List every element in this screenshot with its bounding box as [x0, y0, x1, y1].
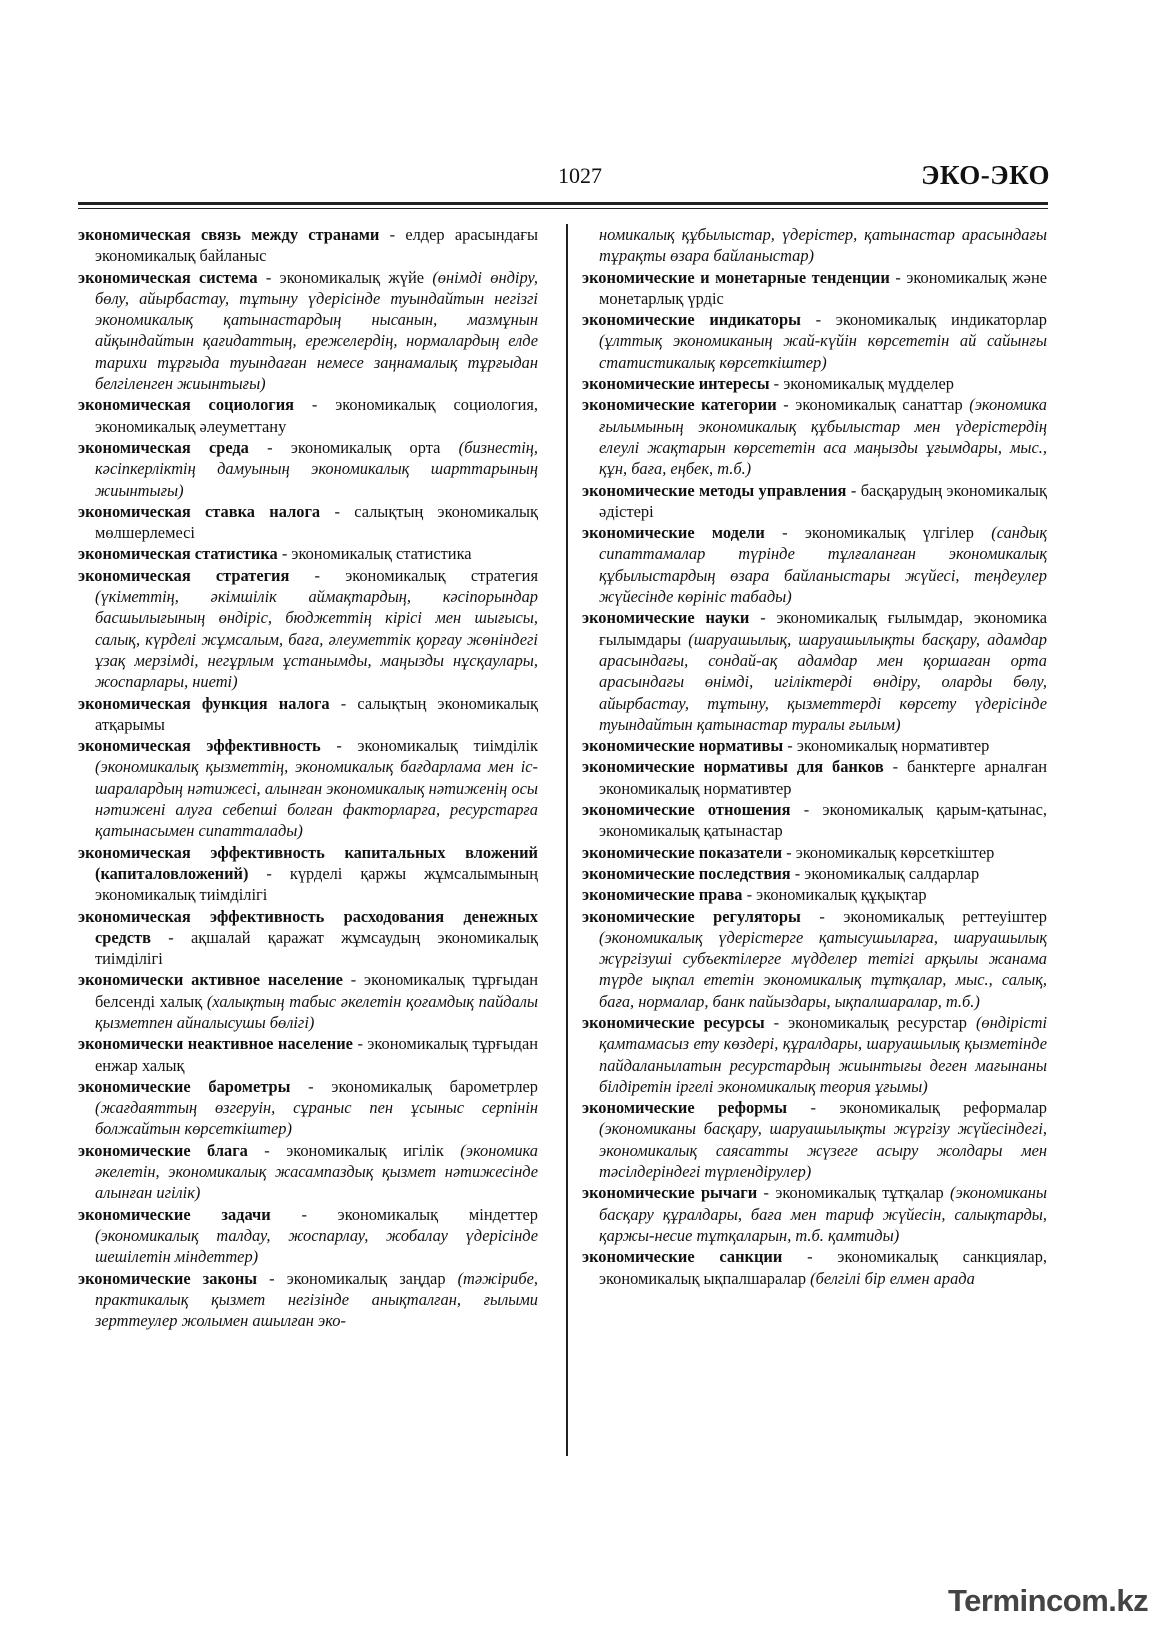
dictionary-entry	[582, 373, 1047, 394]
entry-definition: (өндірісті қамтамасыз ету көздері, құралдары, шаруашылық қызметінде пайдаланылатын ресурстардың жиынтығы деген мағынаны білдіретін іргелі экономикалық теория ұғымы)	[599, 1012, 1047, 1096]
column-divider	[566, 224, 568, 1456]
dictionary-entry	[78, 267, 538, 395]
entry-term: экономические интересы	[582, 374, 770, 394]
header-rule-thin	[78, 208, 1048, 209]
dictionary-entry	[582, 1097, 1047, 1182]
dictionary-entry	[582, 607, 1047, 735]
entry-translation: - экономикалық стратегия	[289, 565, 538, 585]
entry-definition: (жағдаяттың өзгеруін, сұраныс пен ұсыныс серпінін болжайтын көрсеткіштер)	[95, 1098, 538, 1139]
entry-term: экономические санкции	[582, 1247, 783, 1267]
entry-term: экономические рычаги	[582, 1183, 758, 1203]
dictionary-entry	[78, 394, 538, 437]
dictionary-entry	[78, 1204, 538, 1268]
entry-translation: - экономикалық жүйе	[257, 267, 433, 287]
entry-term: экономическая социология	[78, 395, 295, 415]
entry-definition: (өнімді өндіру, бөлу, айырбастау, тұтыну үдерісінде туындайтын негізгі экономикалық қатынастардың нысанын, мазмұнын айқындайтын қағидаттың, ережелердің, нормалардың елде тарихи тұрғыда туындаған немесе заңнамалық тұрғыдан белгіленген жиынтығы)	[95, 267, 538, 394]
dictionary-entry	[582, 480, 1047, 523]
entry-definition: (экономика ғылымының экономикалық құбылыстар мен үдерістердің елеулі жақтарын көрсететін аса маңызды ұғымдары, мыс., құн, баға, еңбек, т.б.)	[599, 395, 1047, 479]
entry-term: экономические блага	[78, 1140, 248, 1160]
entry-translation: - экономикалық мүдделер	[769, 374, 954, 394]
entry-term: экономические регуляторы	[582, 906, 801, 926]
entry-term: экономическая система	[78, 267, 258, 287]
left-column	[78, 224, 538, 1331]
entry-definition: (халықтың табыс әкелетін қоғамдық пайдалы қызметпен айналысушы бөлігі)	[95, 991, 538, 1032]
dictionary-entry	[582, 1012, 1047, 1097]
entry-translation: - экономикалық тұрғыдан енжар халық	[95, 1034, 538, 1075]
dictionary-entry	[78, 224, 538, 267]
right-column	[582, 224, 1047, 1289]
dictionary-entry	[582, 309, 1047, 373]
entry-translation: - экономикалық статистика	[277, 544, 472, 564]
entry-translation: - экономикалық тұтқалар	[757, 1183, 951, 1203]
entry-term: экономическая эффективность расходования денежных средств	[78, 906, 538, 947]
dictionary-entry	[582, 884, 1047, 905]
entry-term: экономические ресурсы	[582, 1012, 765, 1032]
entry-translation: - салықтың экономикалық атқарымы	[95, 693, 538, 734]
dictionary-entry	[582, 224, 1047, 267]
entry-definition: (бизнестің, кәсіпкерліктің дамуының экономикалық шарттарының жиынтығы)	[95, 437, 539, 500]
entry-term: экономическая ставка налога	[78, 501, 321, 521]
dictionary-entry	[78, 1140, 538, 1204]
entry-translation: - экономикалық үлгілер	[764, 523, 992, 543]
entry-translation: - экономикалық қарым-қатынас, экономикалық қатынастар	[599, 800, 1047, 841]
dictionary-entry	[78, 842, 538, 906]
entry-translation: - экономикалық орта	[248, 437, 459, 457]
entry-translation: - экономикалық реттеуіштер	[800, 906, 1047, 926]
entry-definition: (экономикалық талдау, жоспарлау, жобалау үдерісінде шешілетін міндеттер)	[95, 1225, 538, 1267]
entry-definition: (экономиканы басқару құралдары, баға мен тариф жүйесін, салықтарды, қаржы-несие тұтқаларын, т.б. қамтиды)	[599, 1183, 1047, 1245]
dictionary-entry	[78, 1076, 538, 1140]
running-head: ЭКО-ЭКО	[921, 160, 1050, 190]
entry-term: экономические категории	[582, 395, 777, 415]
dictionary-entry	[582, 1246, 1047, 1289]
dictionary-entry	[582, 863, 1047, 884]
entry-definition: (шаруашылық, шаруашылықты басқару, адамдар арасындағы, сондай-ақ адамдар мен қоршаған орта арасындағы өнімді, игіліктерді өндіру, оларды бөлу, айырбастау, тұтыну, қызметтерді көрсету үдерісінде туындайтын қатынастар туралы ғылым)	[599, 629, 1047, 734]
dictionary-entry	[582, 906, 1047, 1012]
entry-term: экономическая функция налога	[78, 693, 330, 713]
dictionary-entry	[78, 501, 538, 544]
entry-term: экономическая статистика	[78, 544, 278, 564]
entry-translation: - экономикалық индикаторлар	[800, 310, 1047, 330]
entry-definition: (экономикалық үдерістерге қатысушыларға, шаруашылық жүргізуші субъектілерге мүдделер тетігі арқылы жанама түрде ықпал ететін экономикалық тұтқалар, мыс., салық, баға, нормалар, банк пайыздары, ықпалшаралар, т.б.)	[599, 927, 1047, 1011]
dictionary-entry	[78, 1268, 538, 1332]
entry-term: экономическая среда	[78, 437, 249, 457]
entry-definition: (экономиканы басқару, шаруашылықты жүргізу жүйесіндегі, экономикалық саясатты жүзеге асыру жолдары мен тәсілдеріндегі түрлендірулер)	[599, 1119, 1047, 1182]
entry-definition: номикалық құбылыстар, үдерістер, қатынастар арасындағы тұрақты өзара байланыстар)	[599, 225, 1047, 266]
entry-definition: (тәжірибе, практикалық қызмет негізінде анықталған, ғылыми зерттеулер жолымен ашылған эко-	[95, 1268, 538, 1331]
dictionary-entry	[78, 543, 538, 564]
entry-term: экономические нормативы для банков	[582, 757, 884, 777]
entry-definition: (сандық сипаттамалар түрінде тұлғаланған экономикалық құбылыстардың өзара байланыстары жүйесі, теңдеулер жүйесінде көрініс табады)	[599, 523, 1047, 607]
entry-term: экономическая эффективность капитальных вложений (капиталовложений)	[78, 842, 538, 883]
entry-translation: - экономикалық игілік	[247, 1140, 461, 1160]
entry-translation: - экономикалық тұрғыдан белсенді халық	[95, 970, 538, 1011]
dictionary-entry	[582, 799, 1047, 842]
entry-term: экономические показатели	[582, 842, 783, 862]
entry-term: экономические права	[582, 885, 743, 905]
entry-translation: - экономикалық реформалар	[787, 1098, 1047, 1118]
entry-term: экономические модели	[582, 523, 765, 543]
entry-term: экономическая эффективность	[78, 736, 321, 756]
entry-term: экономические индикаторы	[582, 310, 801, 330]
entry-translation: - экономикалық нормативтер	[783, 736, 990, 756]
dictionary-entry	[582, 735, 1047, 756]
entry-translation: - экономикалық ғылымдар, экономика ғылымдары	[599, 608, 1047, 649]
dictionary-entry	[78, 437, 538, 501]
entry-translation: - салықтың экономикалық мөлшерлемесі	[95, 501, 538, 543]
dictionary-entry	[78, 1033, 538, 1076]
entry-definition: (ұлттық экономиканың жай-күйін көрсететін ай сайынғы статистикалық көрсеткіштер)	[599, 331, 1047, 372]
entry-term: экономические нормативы	[582, 736, 784, 756]
dictionary-entry	[582, 756, 1047, 799]
entry-term: экономически неактивное население	[78, 1034, 353, 1054]
entry-definition: (белгілі бір елмен арада	[810, 1268, 975, 1288]
dictionary-entry	[78, 735, 538, 841]
entry-translation: - экономикалық және монетарлық үрдіс	[599, 267, 1047, 308]
header-rule-thick	[78, 202, 1048, 205]
entry-translation: - банктерге арналған экономикалық нормативтер	[599, 757, 1047, 798]
entry-term: экономическая связь между странами	[78, 225, 380, 244]
entry-translation: - экономикалық көрсеткіштер	[782, 842, 995, 862]
entry-term: экономические методы управления	[582, 480, 847, 500]
entry-term: экономические и монетарные тенденции	[582, 267, 890, 287]
entry-translation: - экономикалық құқықтар	[742, 885, 927, 905]
entry-term: экономические задачи	[78, 1204, 271, 1224]
entry-term: экономические отношения	[582, 800, 791, 820]
dictionary-entry	[582, 842, 1047, 863]
dictionary-entry	[582, 522, 1047, 607]
entry-term: экономическая стратегия	[78, 565, 290, 585]
entry-translation: - экономикалық барометрлер	[290, 1076, 538, 1096]
dictionary-entry	[78, 693, 538, 736]
entry-term: экономические реформы	[582, 1098, 787, 1118]
entry-definition: (экономика әкелетін, экономикалық жасампаздық қызмет нәтижесінде алынған игілік)	[95, 1140, 539, 1203]
entry-definition: (экономикалық қызметтің, экономикалық бағдарлама мен іс-шаралардың нәтижесі, алынған экономикалық нәтиженің осы нәтижені алуға себепші болған факторларға, ресурстарға қатынасымен сипатталады)	[95, 757, 538, 841]
entry-definition: (үкіметтің, әкімшілік аймақтардың, кәсіпорындар басшылығының өндіріс, бюджеттің кірісі мен шығысы, салық, күрделі жұмсалым, баға, әлеуметтік қорғау жөніндегі ұзақ мерзімді, негұрлым ұстанымды, маңызды нұсқаулары, жоспарлары, ниеті)	[95, 587, 538, 692]
dictionary-entry	[582, 394, 1047, 479]
entry-term: экономические последствия	[582, 863, 791, 883]
entry-term: экономические науки	[582, 608, 750, 628]
site-logo	[946, 1583, 1149, 1625]
entry-translation: - экономикалық салдарлар	[790, 863, 980, 883]
entry-translation: - басқарудың экономикалық әдістері	[599, 480, 1047, 521]
entry-translation: - экономикалық заңдар	[257, 1268, 458, 1288]
dictionary-entry	[78, 565, 538, 693]
entry-term: экономические барометры	[78, 1076, 291, 1096]
entry-translation: - экономикалық социология, экономикалық әлеуметтану	[95, 395, 538, 436]
entry-translation: - экономикалық санкциялар, экономикалық ықпалшаралар	[599, 1247, 1047, 1288]
entry-translation: - экономикалық ресурстар	[764, 1012, 976, 1032]
entry-translation: - күрделі қаржы жұмсалымының экономикалық тиімділігі	[95, 863, 538, 905]
entry-translation: - экономикалық санаттар	[776, 395, 970, 415]
entry-term: экономически активное население	[78, 970, 343, 990]
entry-translation: - экономикалық тиімділік	[320, 736, 538, 756]
entry-translation: - ақшалай қаражат жұмсаудың экономикалық тиімділігі	[95, 927, 538, 969]
page-number: 1027	[558, 163, 602, 188]
logo-text: Termincom.kz	[948, 1583, 1149, 1618]
entry-term: экономические законы	[78, 1268, 258, 1288]
entry-translation: - елдер арасындағы экономикалық байланыс	[95, 225, 538, 266]
entry-translation: - экономикалық міндеттер	[270, 1204, 538, 1224]
dictionary-entry	[582, 1182, 1047, 1246]
dictionary-entry	[582, 267, 1047, 310]
dictionary-entry	[78, 969, 538, 1033]
dictionary-entry	[78, 906, 538, 970]
